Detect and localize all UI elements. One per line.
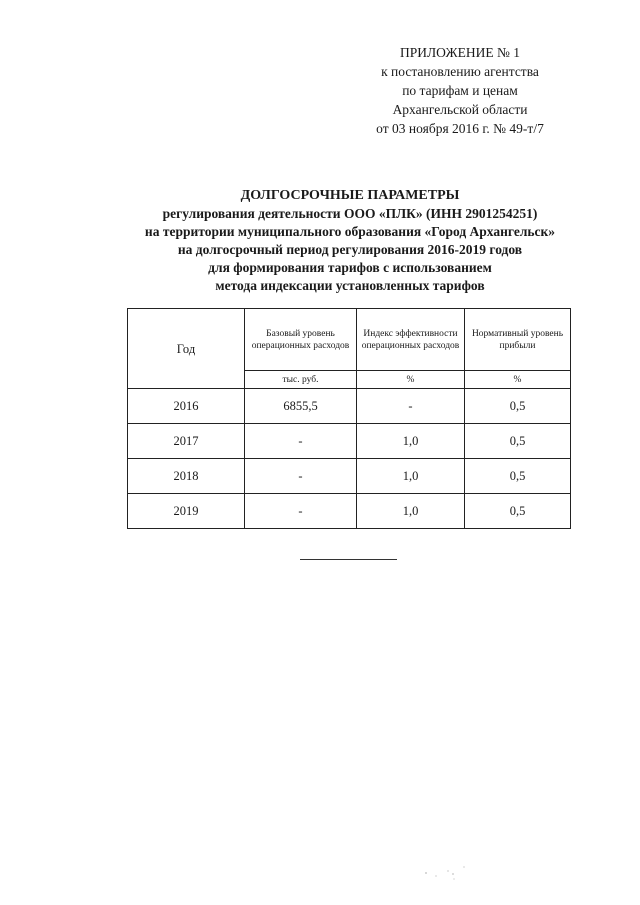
cell-base-cost: 6855,5: [245, 389, 357, 424]
cell-base-cost: -: [245, 494, 357, 529]
cell-efficiency-index: -: [357, 389, 465, 424]
parameters-table: [127, 308, 571, 529]
document-title-line: на долгосрочный период регулирования 2016-2019 годов: [177, 242, 523, 257]
scan-specks: [420, 855, 480, 885]
cell-profit-level: 0,5: [465, 424, 571, 459]
document-title: [60, 187, 640, 295]
table-row: [128, 389, 571, 424]
table-row: [128, 459, 571, 494]
cell-profit-level: 0,5: [465, 494, 571, 529]
unit-base-cost: тыс. руб.: [245, 371, 357, 389]
cell-year: 2017: [128, 424, 245, 459]
closing-rule-line: [300, 559, 397, 560]
table-row: [128, 424, 571, 459]
unit-profit-level: %: [465, 371, 571, 389]
header-year: Год: [128, 309, 245, 389]
header-base-cost: Базовый уровень операционных расходов: [245, 309, 357, 371]
table-header-row: [128, 309, 571, 371]
appendix-line: Архангельской области: [392, 102, 528, 117]
header-profit-level: Нормативный уровень прибыли: [465, 309, 571, 371]
cell-year: 2018: [128, 459, 245, 494]
cell-profit-level: 0,5: [465, 389, 571, 424]
document-title-main: ДОЛГОСРОЧНЫЕ ПАРАМЕТРЫ: [240, 188, 460, 203]
document-title-line: для формирования тарифов с использованием: [208, 260, 492, 275]
cell-profit-level: 0,5: [465, 459, 571, 494]
cell-base-cost: -: [245, 459, 357, 494]
document-title-line: регулирования деятельности ООО «ПЛК» (ИНН 2901254251): [162, 206, 538, 221]
appendix-date-line: от 03 ноября 2016 г. № 49-т/7: [376, 121, 544, 136]
table-row: [128, 494, 571, 529]
appendix-line: по тарифам и ценам: [402, 83, 518, 98]
appendix-line: к постановлению агентства: [381, 64, 539, 79]
cell-year: 2019: [128, 494, 245, 529]
cell-efficiency-index: 1,0: [357, 459, 465, 494]
cell-efficiency-index: 1,0: [357, 494, 465, 529]
cell-efficiency-index: 1,0: [357, 424, 465, 459]
cell-base-cost: -: [245, 424, 357, 459]
appendix-title: ПРИЛОЖЕНИЕ № 1: [399, 45, 521, 60]
cell-year: 2016: [128, 389, 245, 424]
document-title-line: метода индексации установленных тарифов: [215, 278, 485, 293]
document-title-line: на территории муниципального образования «Город Архангельск»: [144, 224, 556, 239]
header-efficiency-index: Индекс эффективности операционных расходов: [357, 309, 465, 371]
unit-efficiency-index: %: [357, 371, 465, 389]
appendix-header: [330, 43, 590, 138]
